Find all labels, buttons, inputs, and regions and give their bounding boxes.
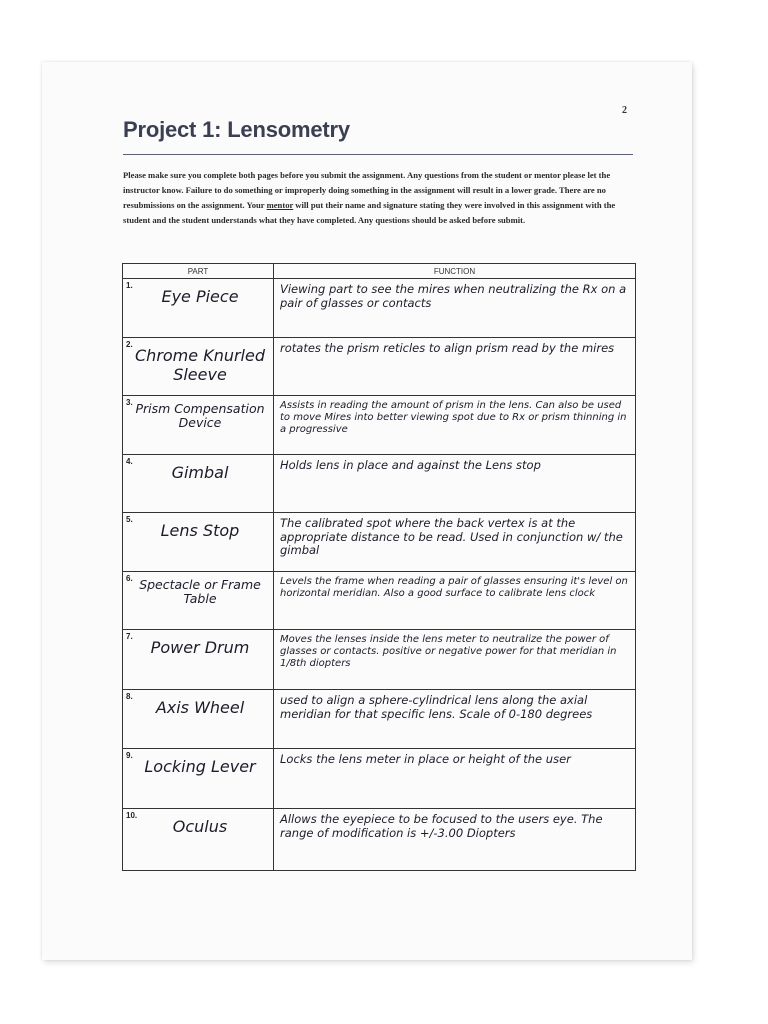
title-project-label: Project 1: — [123, 117, 222, 142]
part-cell — [123, 455, 274, 513]
table-row — [123, 338, 636, 396]
table-header-row — [123, 264, 636, 279]
part-name: Power Drum — [150, 638, 250, 657]
part-cell — [123, 630, 274, 690]
row-number: 1. — [126, 281, 133, 290]
table-row — [123, 455, 636, 513]
title-topic: Lensometry — [227, 117, 350, 142]
row-number: 10. — [126, 811, 138, 820]
title-divider — [123, 154, 633, 155]
function-cell — [274, 690, 636, 749]
function-text: Levels the frame when reading a pair of glasses ensuring it's level on horizontal meridian. Also a good surface to calibrate lens clock — [280, 576, 628, 599]
part-name: Chrome Knurled Sleeve — [135, 346, 265, 384]
table-row — [123, 690, 636, 749]
function-cell — [274, 279, 636, 338]
function-text: Viewing part to see the mires when neutralizing the Rx on a pair of glasses or contacts — [280, 282, 627, 310]
function-text: Holds lens in place and against the Lens stop — [280, 458, 541, 472]
instructions-text-1: Please make sure you complete both pages before you submit the assignment. Any questions from the student or mentor please let the instructor know. Failure to do something or improperly doing something in the assignment will result in a lower grade. There are no resubmissions on the assignment. Your — [123, 170, 611, 210]
function-cell — [274, 749, 636, 809]
header-part: PART — [123, 264, 274, 279]
row-number: 7. — [126, 632, 133, 641]
table-row — [123, 396, 636, 455]
table-row — [123, 630, 636, 690]
function-text: Moves the lenses inside the lens meter to neutralize the power of glasses or contacts. positive or negative power for that meridian in 1/8th diopters — [280, 634, 617, 669]
part-name: Prism Compensation Device — [135, 401, 265, 430]
function-cell — [274, 513, 636, 572]
part-name: Lens Stop — [160, 521, 240, 540]
function-text: Locks the lens meter in place or height of the user — [280, 752, 571, 766]
row-number: 8. — [126, 692, 133, 701]
function-text: rotates the prism reticles to align prism read by the mires — [280, 341, 615, 355]
instructions-mentor: mentor — [266, 200, 294, 210]
function-text: The calibrated spot where the back vertex is at the appropriate distance to be read. Used in conjunction w/ the gimbal — [280, 516, 623, 557]
instructions-paragraph — [123, 168, 635, 228]
part-cell — [123, 809, 274, 871]
function-text: used to align a sphere-cylindrical lens along the axial meridian for that specific lens. Scale of 0-180 degrees — [280, 693, 593, 721]
row-number: 4. — [126, 457, 133, 466]
page-number: 2 — [622, 105, 627, 116]
function-cell — [274, 338, 636, 396]
header-function: FUNCTION — [274, 264, 636, 279]
function-text: Allows the eyepiece to be focused to the users eye. The range of modification is +/-3.00 Diopters — [280, 812, 603, 840]
function-cell — [274, 809, 636, 871]
part-name: Eye Piece — [161, 287, 239, 306]
row-number: 3. — [126, 398, 133, 407]
table-row — [123, 513, 636, 572]
table-row — [123, 572, 636, 630]
function-cell — [274, 630, 636, 690]
table-row — [123, 749, 636, 809]
row-number: 5. — [126, 515, 133, 524]
lensometer-parts-table — [122, 263, 636, 871]
part-cell — [123, 572, 274, 630]
instructions-text-2: will put their name and signature stating they were involved in this assignment with the student and the student understands what they have completed. Any questions should be asked before submit. — [123, 200, 616, 225]
part-name: Axis Wheel — [155, 698, 245, 717]
row-number: 2. — [126, 340, 133, 349]
function-text: Assists in reading the amount of prism in the lens. Can also be used to move Mires into better viewing spot due to Rx or prism thinning in a progressive — [280, 400, 627, 435]
function-cell — [274, 455, 636, 513]
part-name: Locking Lever — [144, 757, 256, 776]
part-cell — [123, 279, 274, 338]
table-row — [123, 809, 636, 871]
part-name: Gimbal — [171, 463, 229, 482]
part-cell — [123, 513, 274, 572]
part-cell — [123, 749, 274, 809]
part-cell — [123, 338, 274, 396]
part-name: Oculus — [172, 817, 228, 836]
row-number: 9. — [126, 751, 133, 760]
part-cell — [123, 396, 274, 455]
table-row — [123, 279, 636, 338]
part-cell — [123, 690, 274, 749]
page-title — [123, 117, 350, 143]
part-name: Spectacle or Frame Table — [139, 577, 261, 606]
function-cell — [274, 572, 636, 630]
row-number: 6. — [126, 574, 133, 583]
function-cell — [274, 396, 636, 455]
